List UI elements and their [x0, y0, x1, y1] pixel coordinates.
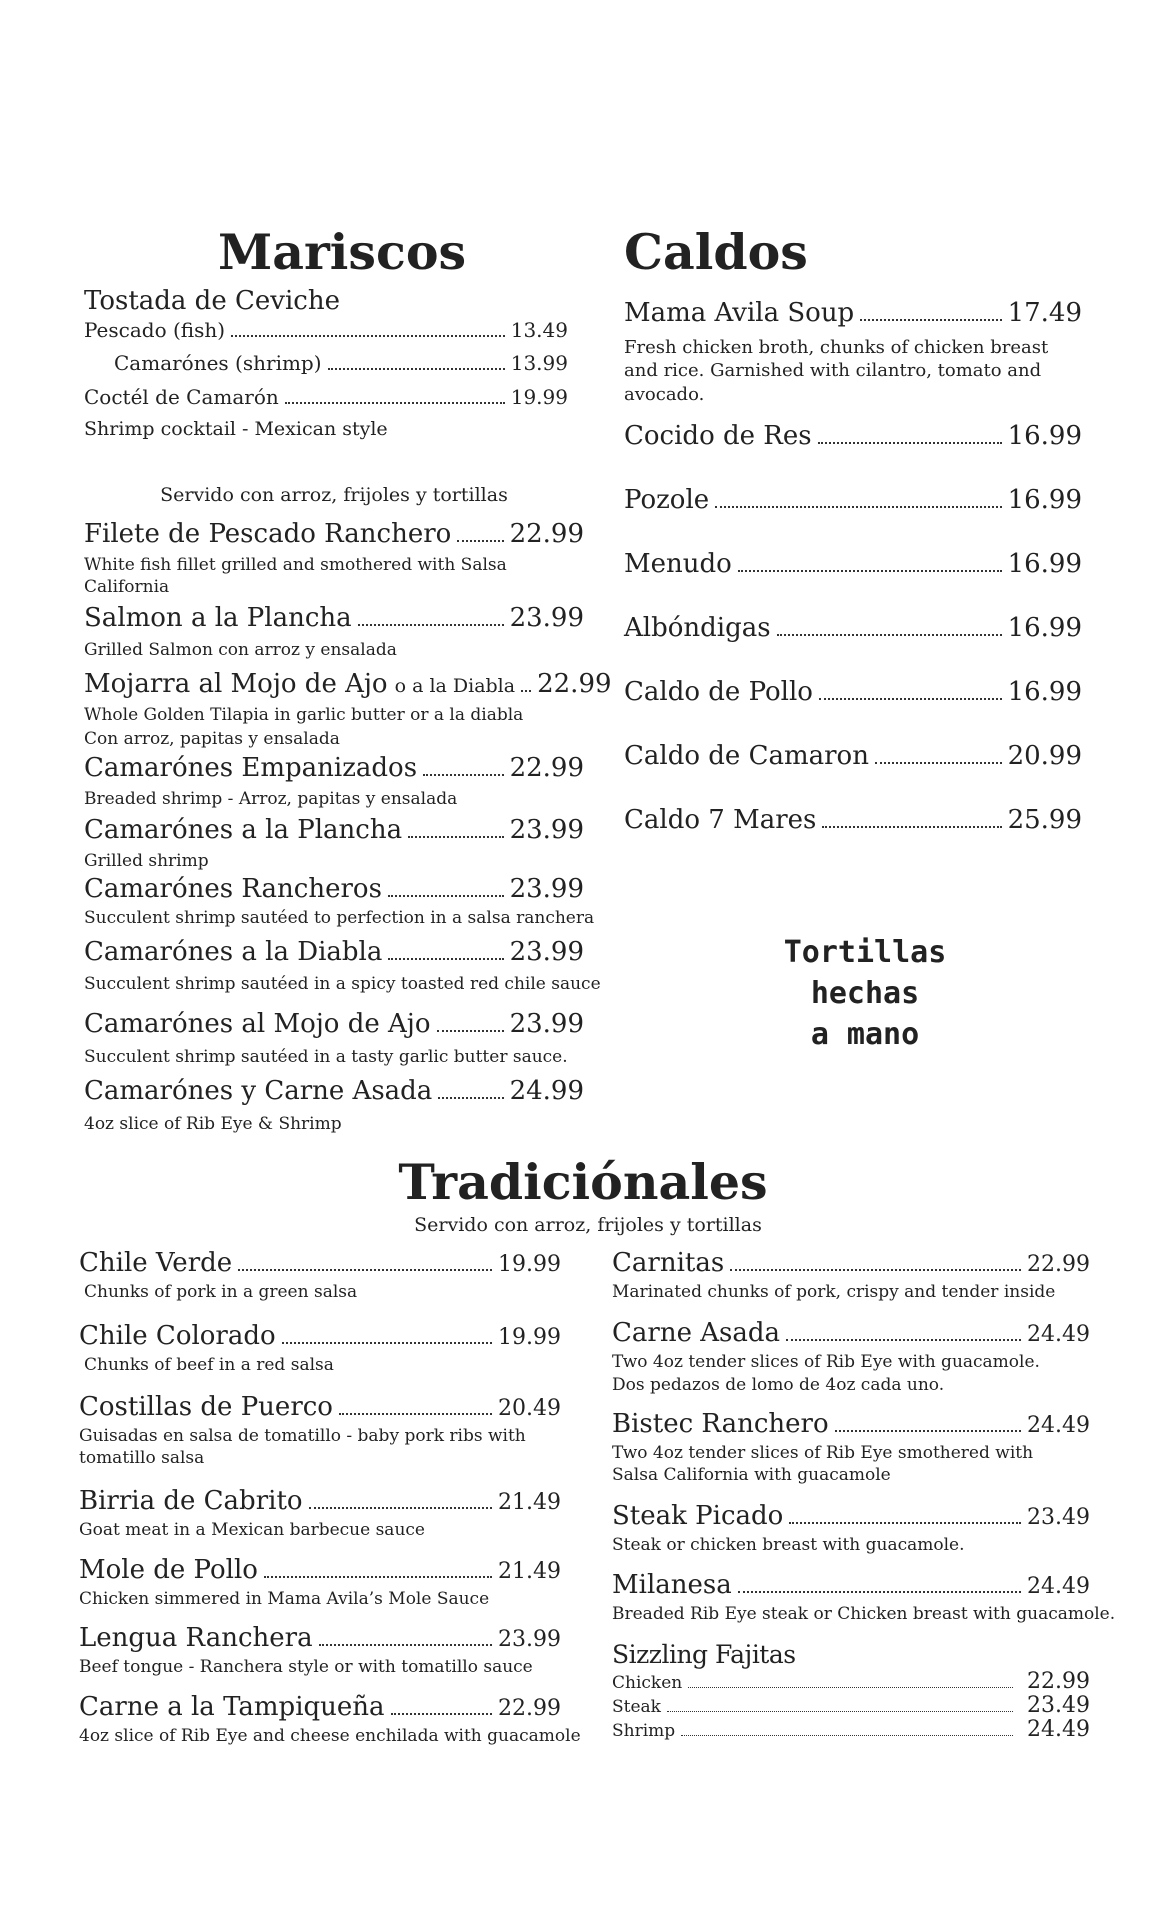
item-name: Pozole	[624, 485, 710, 515]
leader-dots	[388, 895, 504, 897]
item-price: 24.49	[1027, 1413, 1090, 1438]
item-name: Cocido de Res	[624, 421, 812, 451]
item-price: 23.99	[509, 603, 584, 633]
leader-dots	[521, 690, 531, 692]
item-price: 21.49	[498, 1559, 561, 1584]
item-description: Chunks of pork in a green salsa	[84, 1282, 358, 1302]
item-name: Chile Colorado	[79, 1321, 276, 1351]
item-description: Whole Golden Tilapia in garlic butter or a la diabla	[84, 705, 524, 725]
item-description: Guisadas en salsa de tomatillo - baby pork ribs with tomatillo salsa	[79, 1426, 526, 1469]
item-name: Costillas de Puerco	[79, 1392, 333, 1422]
item-description: Two 4oz tender slices of Rib Eye with guacamole.	[612, 1352, 1040, 1372]
item-price: 23.49	[1027, 1693, 1090, 1718]
item-price: 20.99	[1007, 741, 1082, 771]
menu-item-camarones-plancha	[84, 817, 584, 844]
leader-dots	[688, 1687, 1013, 1688]
leader-dots	[835, 1430, 1021, 1432]
item-description: Beef tongue - Ranchera style or with tomatillo sauce	[79, 1657, 533, 1677]
menu-item-camarones-mojo	[84, 1011, 584, 1038]
item-name: Camarónes al Mojo de Ajo	[84, 1009, 431, 1039]
fajita-item-shrimp	[612, 1718, 1090, 1741]
menu-item-camarones-rancheros	[84, 876, 584, 903]
item-name: Carnitas	[612, 1248, 725, 1278]
item-price: 24.49	[1027, 1322, 1090, 1347]
item-name-suffix: o a la Diabla	[394, 675, 516, 697]
served-note: Servido con arroz, frijoles y tortillas	[414, 1214, 762, 1236]
item-name: Camarónes Rancheros	[84, 874, 382, 904]
item-price: 16.99	[1007, 421, 1082, 451]
item-price: 24.49	[1027, 1717, 1090, 1742]
menu-item-albondigas	[624, 615, 1082, 642]
item-price: 24.99	[509, 1076, 584, 1106]
leader-dots	[437, 1030, 504, 1032]
menu-item-coctel	[84, 387, 568, 408]
item-name: Birria de Cabrito	[79, 1486, 303, 1516]
item-name: Steak	[612, 1697, 661, 1717]
item-name: Mojarra al Mojo de Ajo	[84, 669, 388, 699]
item-name: Carne a la Tampiqueña	[79, 1692, 385, 1722]
leader-dots	[282, 1342, 492, 1344]
leader-dots	[730, 1269, 1021, 1271]
menu-item-chile-colorado	[79, 1323, 561, 1350]
tortillas-line-2: hechas	[810, 976, 920, 1011]
menu-item-camarones-carne-asada	[84, 1078, 584, 1105]
item-price: 22.99	[509, 519, 584, 549]
leader-dots	[285, 402, 505, 404]
menu-item-menudo	[624, 551, 1082, 578]
item-description: Shrimp cocktail - Mexican style	[84, 418, 388, 440]
item-name: Albóndigas	[624, 613, 771, 643]
item-name: Salmon a la Plancha	[84, 603, 352, 633]
item-price: 22.99	[1027, 1252, 1090, 1277]
leader-dots	[319, 1644, 492, 1646]
item-name: Milanesa	[612, 1570, 732, 1600]
item-price: 23.99	[498, 1627, 561, 1652]
item-price: 24.49	[1027, 1574, 1090, 1599]
item-price: 23.99	[509, 937, 584, 967]
leader-dots	[667, 1711, 1013, 1712]
leader-dots	[875, 762, 1002, 764]
item-description-2: Con arroz, papitas y ensalada	[84, 729, 340, 749]
leader-dots	[408, 836, 503, 838]
fajita-item-steak	[612, 1694, 1090, 1717]
item-price: 22.99	[509, 753, 584, 783]
fajitas-title: Sizzling Fajitas	[612, 1640, 796, 1669]
menu-item-camarones-diabla	[84, 939, 584, 966]
item-price: 19.99	[498, 1252, 561, 1277]
item-name: Pescado (fish)	[84, 318, 226, 342]
item-price: 16.99	[1007, 677, 1082, 707]
leader-dots	[309, 1507, 492, 1509]
menu-item-cocido-de-res	[624, 423, 1082, 450]
leader-dots	[822, 826, 1001, 828]
item-description: Steak or chicken breast with guacamole.	[612, 1535, 965, 1555]
leader-dots	[264, 1576, 492, 1578]
menu-item-mojarra	[84, 669, 612, 699]
leader-dots	[328, 368, 505, 370]
item-price: 19.99	[510, 385, 568, 409]
item-description: 4oz slice of Rib Eye & Shrimp	[84, 1114, 342, 1134]
item-description: Chunks of beef in a red salsa	[84, 1355, 334, 1375]
item-price: 16.99	[1007, 485, 1082, 515]
menu-item-carnitas	[612, 1250, 1090, 1277]
leader-dots	[339, 1413, 492, 1415]
item-name: Coctél de Camarón	[84, 385, 279, 409]
leader-dots	[238, 1269, 492, 1271]
menu-item-caldo-de-camaron	[624, 743, 1082, 770]
menu-item-empanizados	[84, 755, 584, 782]
menu-item-steak-picado	[612, 1503, 1090, 1530]
item-name: Camarónes y Carne Asada	[84, 1076, 433, 1106]
item-price: 23.49	[1027, 1505, 1090, 1530]
item-price: 23.99	[509, 1009, 584, 1039]
item-description: Succulent shrimp sautéed in a spicy toasted red chile sauce	[84, 974, 601, 994]
item-name: Chile Verde	[79, 1248, 233, 1278]
item-name: Caldo de Pollo	[624, 677, 813, 707]
item-price: 23.99	[509, 874, 584, 904]
leader-dots	[818, 442, 1002, 444]
leader-dots	[777, 634, 1002, 636]
leader-dots	[457, 540, 503, 542]
menu-item-lengua-ranchera	[79, 1625, 561, 1652]
item-name: Menudo	[624, 549, 732, 579]
item-description: Grilled shrimp	[84, 851, 209, 871]
item-price: 22.99	[498, 1696, 561, 1721]
item-name: Filete de Pescado Ranchero	[84, 519, 452, 549]
leader-dots	[681, 1735, 1013, 1736]
served-note: Servido con arroz, frijoles y tortillas	[160, 484, 508, 506]
ceviche-heading: Tostada de Ceviche	[84, 286, 340, 316]
fajita-item-chicken	[612, 1670, 1090, 1693]
leader-dots	[715, 506, 1001, 508]
tortillas-note	[740, 932, 990, 1055]
leader-dots	[738, 1591, 1021, 1593]
item-description: Succulent shrimp sautéed in a tasty garlic butter sauce.	[84, 1047, 568, 1067]
item-name: Caldo 7 Mares	[624, 805, 817, 835]
menu-item-mama-avila-soup	[624, 300, 1082, 327]
item-price: 17.49	[1007, 298, 1082, 328]
item-name: Camarónes a la Diabla	[84, 937, 383, 967]
tortillas-line-3: a mano	[810, 1017, 920, 1052]
item-name: Lengua Ranchera	[79, 1623, 313, 1653]
mariscos-title: Mariscos	[218, 223, 467, 281]
item-price: 21.49	[498, 1490, 561, 1515]
leader-dots	[388, 958, 503, 960]
menu-item-milanesa	[612, 1572, 1090, 1599]
leader-dots	[786, 1339, 1021, 1341]
item-description: Breaded Rib Eye steak or Chicken breast with guacamole.	[612, 1604, 1116, 1624]
leader-dots	[819, 698, 1002, 700]
menu-item-salmon	[84, 605, 584, 632]
item-name: Caldo de Camaron	[624, 741, 869, 771]
item-name: Mole de Pollo	[79, 1555, 258, 1585]
item-name: Mama Avila Soup	[624, 298, 855, 328]
item-description: Goat meat in a Mexican barbecue sauce	[79, 1520, 425, 1540]
item-name: Bistec Ranchero	[612, 1409, 829, 1439]
menu-item-birria-de-cabrito	[79, 1488, 561, 1515]
item-price: 16.99	[1007, 549, 1082, 579]
menu-item-pozole	[624, 487, 1082, 514]
menu-item-costillas-de-puerco	[79, 1394, 561, 1421]
menu-item-filete	[84, 521, 584, 548]
menu-item-mole-de-pollo	[79, 1557, 561, 1584]
leader-dots	[860, 319, 1001, 321]
tradicionales-title: Tradiciónales	[398, 1153, 768, 1211]
item-name: Camarónes a la Plancha	[84, 815, 403, 845]
item-description-2: Dos pedazos de lomo de 4oz cada uno.	[612, 1375, 945, 1395]
item-price: 13.99	[510, 351, 568, 375]
item-name: Shrimp	[612, 1721, 676, 1741]
menu-item-caldo-7-mares	[624, 807, 1082, 834]
item-price: 19.99	[498, 1325, 561, 1350]
item-name: Steak Picado	[612, 1501, 784, 1531]
leader-dots	[438, 1097, 503, 1099]
item-description: Two 4oz tender slices of Rib Eye smothered with Salsa California with guacamole	[612, 1443, 1034, 1486]
tortillas-line-1: Tortillas	[783, 935, 947, 970]
menu-item-carne-asada	[612, 1320, 1090, 1347]
item-price: 16.99	[1007, 613, 1082, 643]
item-description: Grilled Salmon con arroz y ensalada	[84, 640, 397, 660]
item-name: Camarónes (shrimp)	[114, 351, 322, 375]
menu-item-carne-tampiquena	[79, 1694, 561, 1721]
leader-dots	[391, 1713, 492, 1715]
item-description: Marinated chunks of pork, crispy and tender inside	[612, 1282, 1056, 1302]
item-description: Fresh chicken broth, chunks of chicken breast and rice. Garnished with cilantro, tomato and avocado.	[624, 337, 1049, 405]
leader-dots	[789, 1522, 1021, 1524]
menu-item-camarones-shrimp	[114, 353, 568, 374]
menu-item-chile-verde	[79, 1250, 561, 1277]
item-name: Carne Asada	[612, 1318, 780, 1348]
caldos-title: Caldos	[624, 223, 808, 281]
item-name: Camarónes Empanizados	[84, 753, 418, 783]
leader-dots	[423, 774, 504, 776]
menu-item-caldo-de-pollo	[624, 679, 1082, 706]
item-description: Breaded shrimp - Arroz, papitas y ensalada	[84, 789, 458, 809]
item-price: 13.49	[510, 318, 568, 342]
item-price: 23.99	[509, 815, 584, 845]
item-price: 22.99	[537, 669, 612, 699]
menu-item-pescado	[84, 320, 568, 341]
item-price: 20.49	[498, 1396, 561, 1421]
menu-item-bistec-ranchero	[612, 1411, 1090, 1438]
item-description: White fish fillet grilled and smothered with Salsa California	[84, 555, 507, 598]
item-price: 25.99	[1007, 805, 1082, 835]
item-price: 22.99	[1027, 1669, 1090, 1694]
item-description: Chicken simmered in Mama Avila’s Mole Sauce	[79, 1589, 490, 1609]
leader-dots	[738, 570, 1002, 572]
leader-dots	[231, 335, 505, 337]
item-name: Chicken	[612, 1673, 683, 1693]
item-description: 4oz slice of Rib Eye and cheese enchilada with guacamole	[79, 1726, 581, 1746]
item-description: Succulent shrimp sautéed to perfection in a salsa ranchera	[84, 908, 595, 928]
leader-dots	[358, 624, 504, 626]
